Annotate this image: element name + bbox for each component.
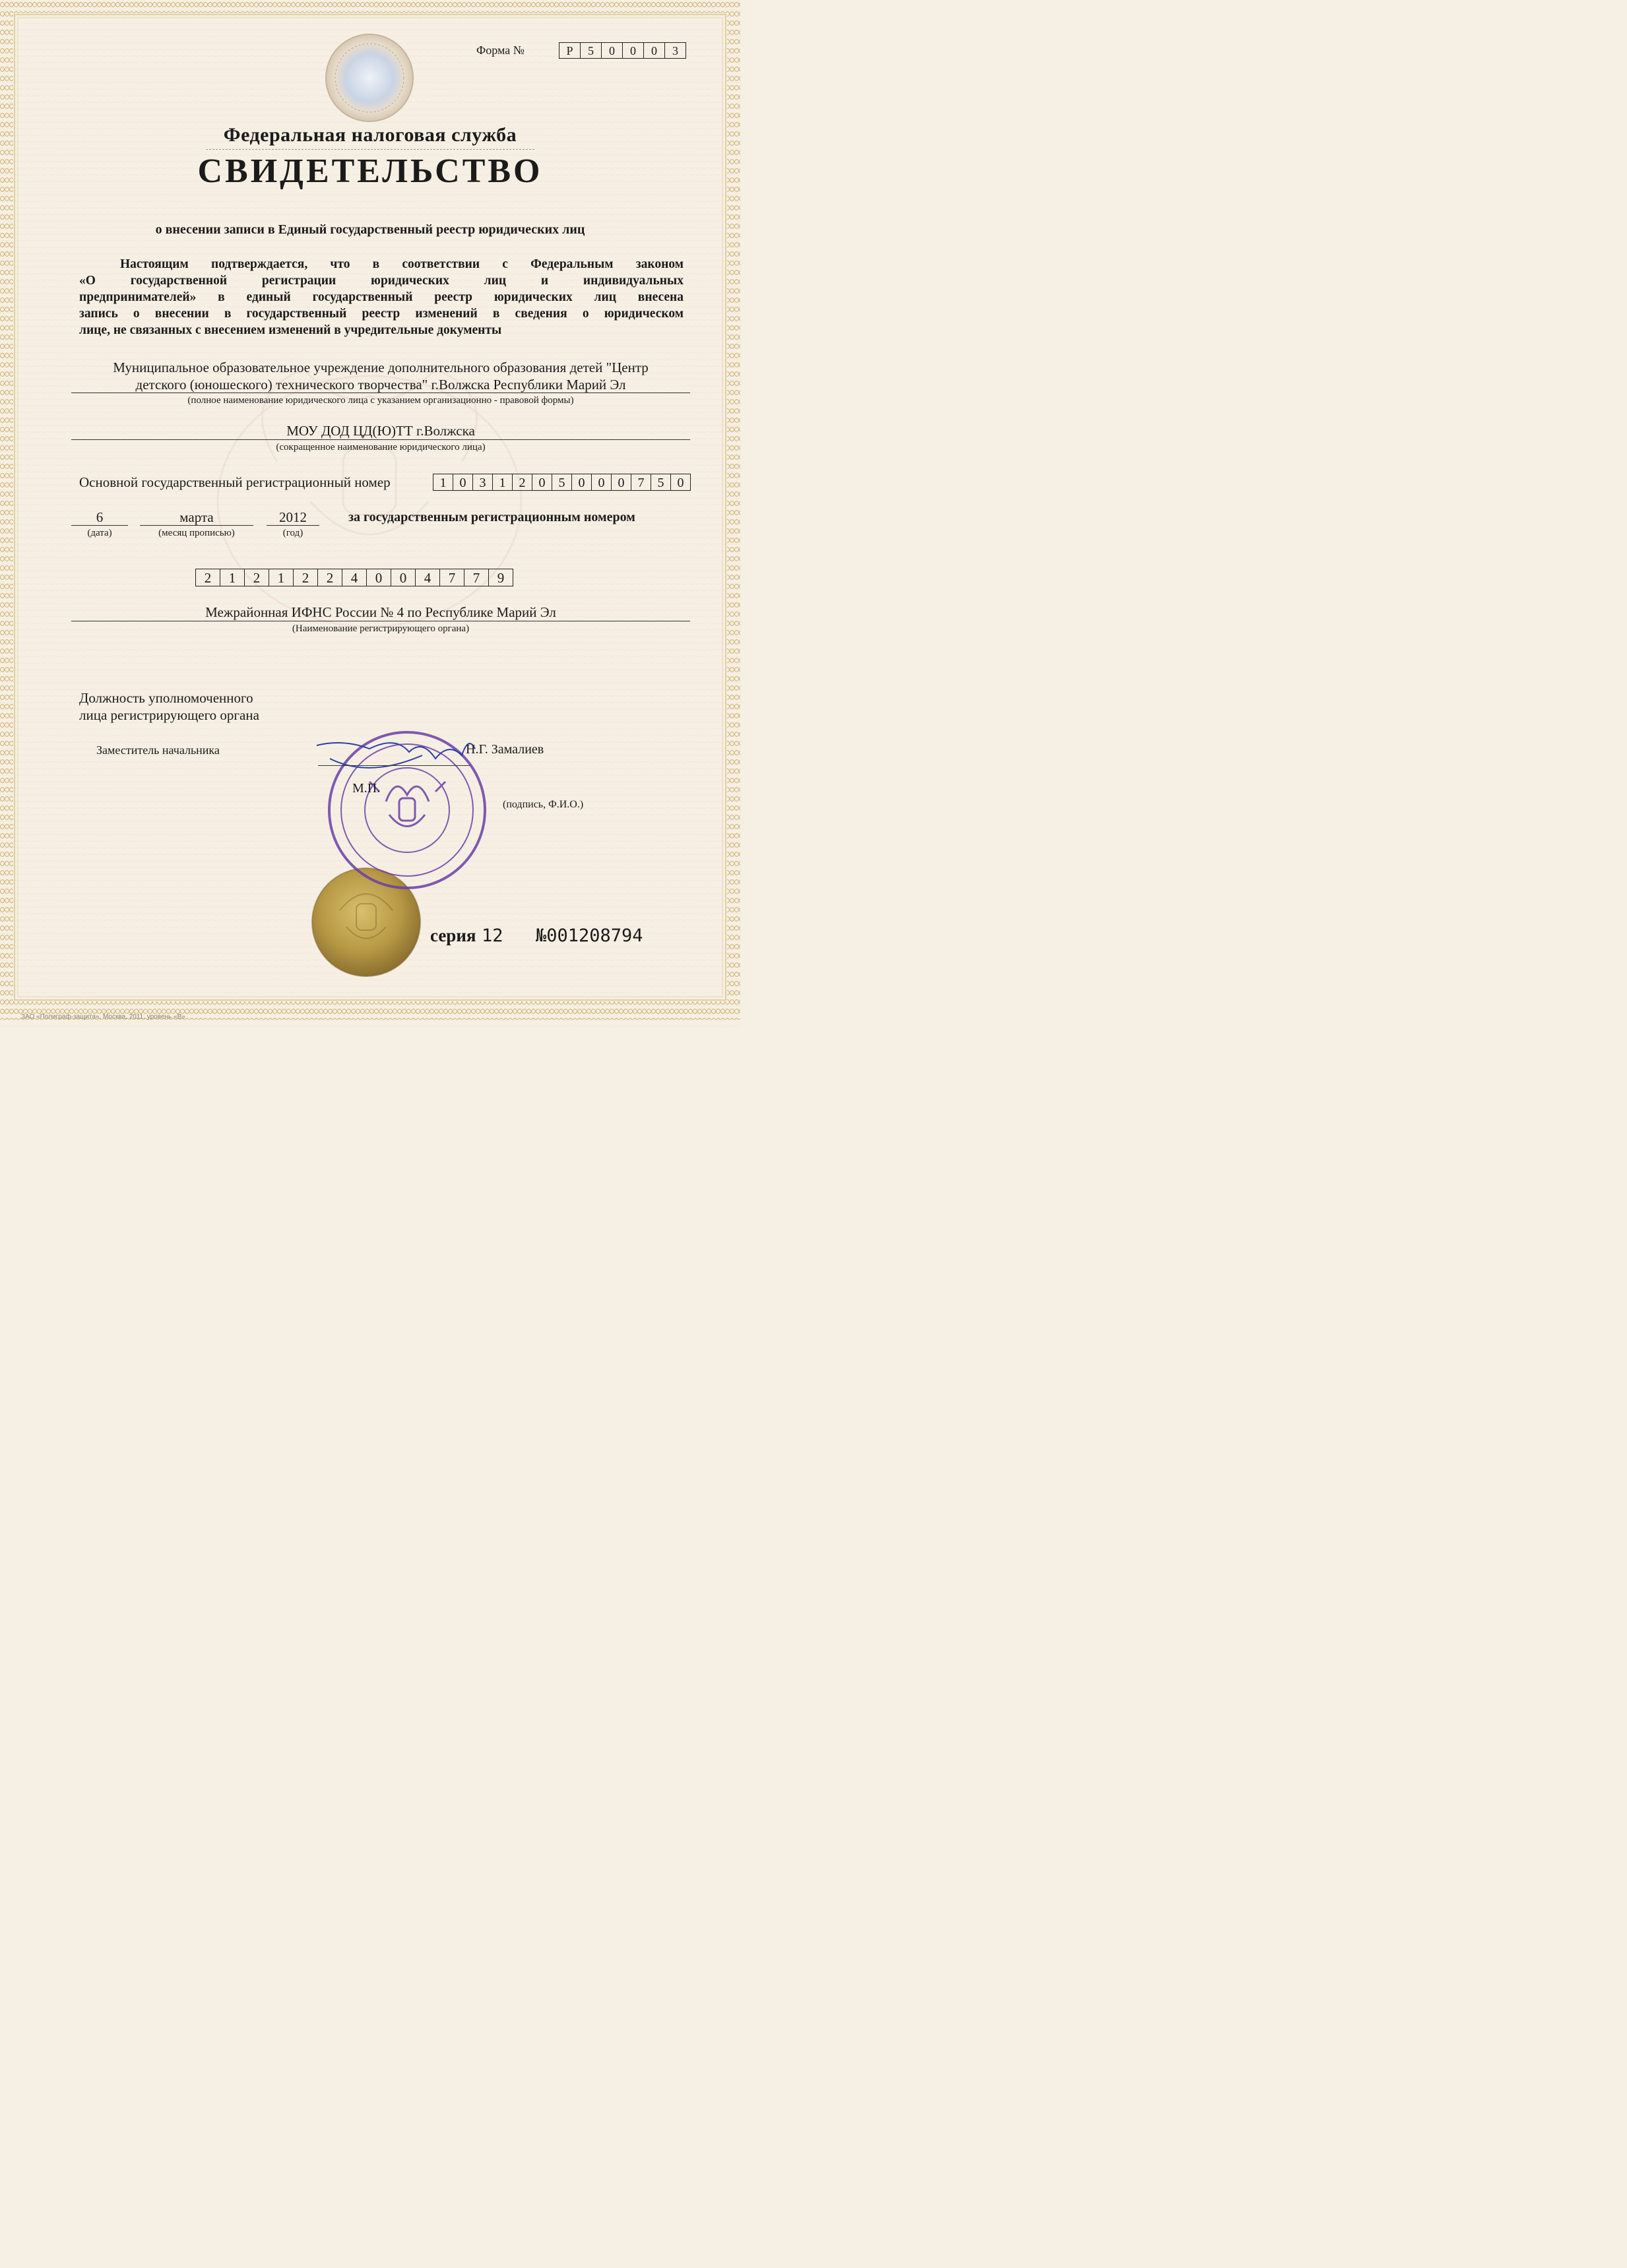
digit-box: 1 xyxy=(433,474,453,491)
certification-text-line: «О государственной регистрации юридических лиц и индивидуальных xyxy=(79,274,684,288)
position-label xyxy=(79,689,259,724)
digit-box: 0 xyxy=(643,42,665,59)
document-title: СВИДЕТЕЛЬСТВО xyxy=(197,152,543,190)
series-value: 12 xyxy=(482,926,503,946)
entity-full-name-line1: Муниципальное образовательное учреждение дополнительного образования детей "Центр xyxy=(113,360,649,375)
digit-box: 0 xyxy=(366,569,391,586)
entity-full-name-line2: детского (юношеского) технического творчества" г.Волжска Республики Марий Эл xyxy=(135,377,626,393)
certification-text-line: запись о внесении в государственный реестр изменений в сведения о юридическом xyxy=(79,307,684,321)
grn-number xyxy=(196,569,513,586)
digit-box: 5 xyxy=(651,474,671,491)
form-label: Форма № xyxy=(476,44,525,57)
short-name-underline xyxy=(71,439,690,440)
digit-box: 7 xyxy=(631,474,651,491)
entity-full-name xyxy=(71,359,690,393)
reg-number-label: за государственным регистрационным номером xyxy=(348,510,635,524)
digit-box: 5 xyxy=(580,42,602,59)
digit-box: 0 xyxy=(670,474,691,491)
short-name-caption: (сокращенное наименование юридического лица) xyxy=(276,442,486,453)
digit-box: Р xyxy=(559,42,581,59)
document-subtitle: о внесении записи в Единый государственный реестр юридических лиц xyxy=(155,222,585,237)
digit-box: 9 xyxy=(488,569,513,586)
digit-box: 1 xyxy=(492,474,513,491)
digit-box: 3 xyxy=(664,42,686,59)
digit-box: 0 xyxy=(391,569,416,586)
day-underline xyxy=(71,525,128,526)
month-underline xyxy=(140,525,253,526)
printer-note: ЗАО «Полиграф-защита», Москва, 2011, уровень «В» xyxy=(21,1013,185,1021)
digit-box: 4 xyxy=(342,569,367,586)
digit-box: 0 xyxy=(453,474,473,491)
certification-text-line: предпринимателей» в единый государственный реестр юридических лиц внесена xyxy=(79,290,684,304)
digit-box: 0 xyxy=(601,42,623,59)
date-year: 2012 xyxy=(279,509,307,525)
digit-box: 2 xyxy=(512,474,532,491)
digit-box: 7 xyxy=(439,569,464,586)
series-label: серия xyxy=(430,926,476,945)
digit-box: 0 xyxy=(611,474,631,491)
digit-box: 4 xyxy=(415,569,440,586)
digit-box: 1 xyxy=(220,569,245,586)
series-number: №001208794 xyxy=(536,926,643,946)
digit-box: 5 xyxy=(552,474,572,491)
digit-box: 0 xyxy=(622,42,644,59)
digit-box: 1 xyxy=(269,569,294,586)
full-name-caption: (полное наименование юридического лица с указанием организационно - правовой формы) xyxy=(187,395,574,406)
digit-box: 2 xyxy=(195,569,220,586)
digit-box: 0 xyxy=(532,474,552,491)
certification-text-line: Настоящим подтверждается, что в соответствии с Федеральным законом xyxy=(120,257,684,271)
entity-short-name: МОУ ДОД ЦД(Ю)ТТ г.Волжска xyxy=(286,423,475,439)
agency-name: Федеральная налоговая служба xyxy=(223,124,517,146)
stamp-place: М.П. xyxy=(352,781,381,796)
year-caption: (год) xyxy=(282,528,303,538)
signer-position: Заместитель начальника xyxy=(96,743,220,757)
digit-box: 2 xyxy=(317,569,342,586)
digit-box: 0 xyxy=(571,474,592,491)
registering-authority: Межрайонная ИФНС России № 4 по Республике Марий Эл xyxy=(205,604,556,620)
certification-text-line: лице, не связанных с внесением изменений в учредительные документы xyxy=(79,323,502,337)
position-label-line1: Должность уполномоченного xyxy=(79,690,253,706)
position-label-line2: лица регистрирующего органа xyxy=(79,707,259,723)
date-month: марта xyxy=(179,509,214,525)
signer-name: Н.Г. Замалиев xyxy=(466,742,544,757)
date-day: 6 xyxy=(96,509,104,525)
ogrn-label: Основной государственный регистрационный номер xyxy=(79,474,391,490)
authority-caption: (Наименование регистрирующего органа) xyxy=(292,623,470,634)
ogrn-number xyxy=(433,474,691,491)
agency-underline xyxy=(206,149,534,150)
form-code xyxy=(559,42,686,59)
digit-box: 0 xyxy=(591,474,612,491)
year-underline xyxy=(267,525,319,526)
signature-caption: (подпись, Ф.И.О.) xyxy=(503,799,584,810)
signature-line xyxy=(318,765,470,766)
digit-box: 2 xyxy=(244,569,269,586)
digit-box: 7 xyxy=(464,569,489,586)
month-caption: (месяц прописью) xyxy=(158,528,235,538)
day-caption: (дата) xyxy=(87,528,112,538)
digit-box: 3 xyxy=(472,474,493,491)
digit-box: 2 xyxy=(293,569,318,586)
certification-text xyxy=(79,256,684,338)
